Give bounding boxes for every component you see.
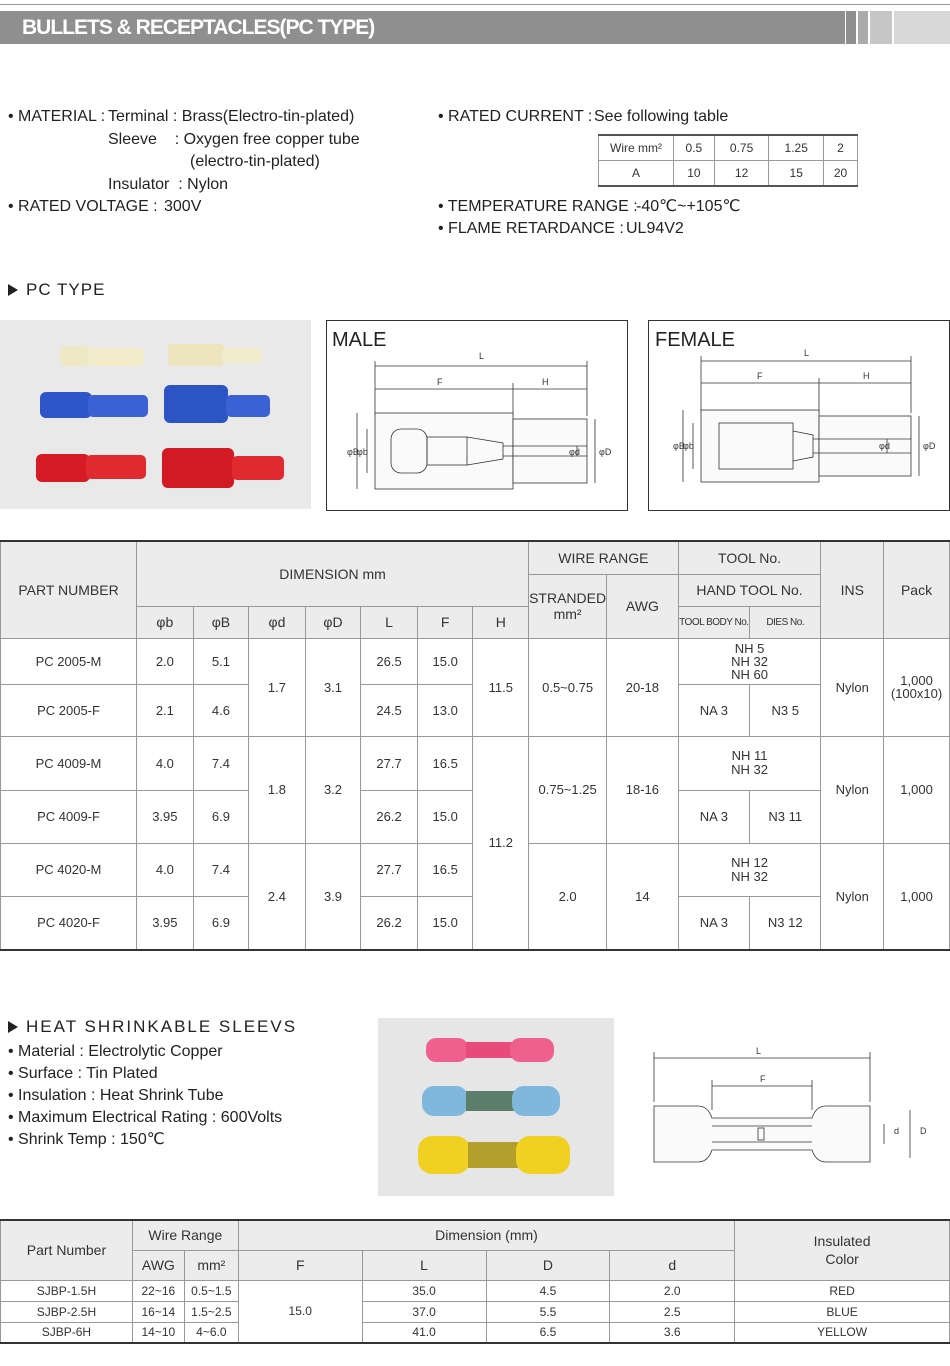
table-cell: A	[599, 161, 674, 187]
table-cell: 13.0	[417, 684, 473, 736]
heat-shrink-spec-table	[0, 1219, 950, 1344]
part-number-cell: PC 2005-M	[1, 638, 137, 684]
header-col: φb	[137, 606, 194, 638]
table-cell: 20-18	[607, 638, 679, 736]
material-insulator: Insulator : Nylon	[108, 176, 229, 193]
header-ins: INS	[821, 541, 884, 638]
heat-spec-item: • Maximum Electrical Rating : 600Volts	[8, 1109, 283, 1126]
heat-shrink-photo	[378, 1018, 614, 1196]
table-cell: 15.0	[417, 896, 473, 950]
table-cell: Nylon	[821, 736, 884, 843]
table-cell: 6.9	[193, 896, 249, 950]
part-number-cell: SJBP-6H	[1, 1322, 133, 1343]
table-cell: 1.25	[769, 135, 824, 161]
heat-shrink-illustration-icon	[378, 1018, 614, 1196]
header-rule	[0, 4, 950, 5]
table-cell: Nylon	[821, 843, 884, 950]
svg-text:d: d	[894, 1126, 900, 1136]
heat-shrink-title: HEAT SHRINKABLE SLEEVS	[26, 1017, 298, 1036]
table-row	[1, 1280, 950, 1301]
table-row	[1, 638, 950, 684]
table-cell: 14	[607, 843, 679, 950]
table-cell: 35.0	[362, 1280, 486, 1301]
rated-current-table	[598, 134, 858, 187]
pack-cell	[884, 638, 950, 736]
table-cell: 37.0	[362, 1301, 486, 1322]
table-row	[1, 736, 950, 790]
svg-text:F: F	[437, 377, 443, 387]
table-cell: 3.9	[305, 843, 361, 950]
table-cell: Nylon	[821, 638, 884, 736]
table-cell: 5.1	[193, 638, 249, 684]
heat-spec-item: • Material : Electrolytic Copper	[8, 1043, 223, 1060]
heat-shrink-dimension-drawing-icon	[648, 1040, 938, 1170]
header-insulated-color	[735, 1220, 950, 1280]
header-part-number: Part Number	[1, 1220, 133, 1280]
hand-tool-value: NH 60	[731, 666, 768, 682]
table-cell: NA 3	[678, 684, 749, 736]
pack-value: 1,000	[900, 673, 933, 688]
header-mm: mm²	[184, 1250, 238, 1280]
table-cell: 3.6	[610, 1322, 735, 1343]
table-cell: 0.75	[714, 135, 769, 161]
pack-value: (100x10)	[890, 686, 943, 701]
table-cell: 18-16	[607, 736, 679, 843]
header-tool-body: TOOL BODY No.	[678, 606, 749, 638]
table-cell: 6.9	[193, 790, 249, 843]
header-L: L	[362, 1250, 486, 1280]
table-cell: 2.5	[610, 1301, 735, 1322]
table-row	[1, 1322, 950, 1343]
table-cell: 27.7	[361, 736, 418, 790]
female-drawing	[648, 320, 950, 511]
hand-tool-cell	[678, 736, 821, 790]
header-block	[870, 11, 892, 44]
hand-tool-value: NH 32	[731, 762, 768, 777]
table-row	[1, 1220, 950, 1250]
table-cell: YELLOW	[735, 1322, 950, 1343]
header-color-label: Color	[825, 1251, 859, 1268]
table-cell: 20	[824, 161, 858, 187]
flame-label: • FLAME RETARDANCE :	[438, 220, 624, 237]
table-cell: 4.6	[193, 684, 249, 736]
table-cell: 7.4	[193, 843, 249, 896]
svg-text:L: L	[804, 348, 810, 358]
table-cell: 0.5~0.75	[529, 638, 607, 736]
header-d: d	[610, 1250, 735, 1280]
table-cell: 27.7	[361, 843, 418, 896]
page-title: BULLETS & RECEPTACLES(PC TYPE)	[22, 16, 375, 39]
table-cell: 6.5	[486, 1322, 610, 1343]
header-insulated-label: Insulated	[813, 1233, 871, 1250]
table-cell: 0.5~1.5	[184, 1280, 238, 1301]
header-hand-tool: HAND TOOL No.	[678, 574, 821, 606]
table-cell: 1.7	[249, 638, 306, 736]
table-row	[599, 161, 858, 187]
table-cell: 11.2	[473, 736, 529, 950]
table-cell: 4.0	[137, 736, 194, 790]
hand-tool-value: NH 32	[731, 868, 768, 884]
table-cell: 16.5	[417, 736, 473, 790]
triangle-bullet-icon	[8, 1021, 18, 1033]
table-cell: 0.75~1.25	[529, 736, 607, 843]
table-cell: 16.5	[417, 843, 473, 896]
table-row	[1, 606, 950, 638]
svg-text:φB: φB	[347, 447, 359, 457]
heat-spec-item: • Insulation : Heat Shrink Tube	[8, 1087, 224, 1104]
rated-voltage-label: • RATED VOLTAGE :	[8, 198, 158, 215]
svg-text:H: H	[542, 377, 549, 387]
table-cell: 15.0	[417, 638, 473, 684]
table-row	[1, 541, 950, 574]
hand-tool-cell	[678, 843, 821, 896]
header-part-number: PART NUMBER	[1, 541, 137, 638]
header-dimension: DIMENSION mm	[137, 541, 529, 606]
table-cell: 2.0	[610, 1280, 735, 1301]
header-awg: AWG	[607, 574, 679, 638]
header-col: H	[473, 606, 529, 638]
table-cell: N3 5	[750, 684, 821, 736]
header-block	[858, 11, 868, 44]
part-number-cell: PC 4009-F	[1, 790, 137, 843]
table-cell: Wire mm²	[599, 135, 674, 161]
table-cell: 5.5	[486, 1301, 610, 1322]
part-number-cell: PC 4009-M	[1, 736, 137, 790]
table-cell: N3 12	[750, 896, 821, 950]
table-cell: 4.0	[137, 843, 194, 896]
table-cell: 2.1	[137, 684, 194, 736]
male-dimension-drawing-icon	[327, 321, 627, 510]
rated-current-value: See following table	[594, 108, 729, 125]
svg-text:φB: φB	[673, 441, 685, 451]
triangle-bullet-icon	[8, 284, 18, 296]
table-cell: 1,000	[884, 843, 950, 950]
header-stranded-unit: mm²	[553, 606, 582, 622]
svg-text:H: H	[863, 371, 870, 381]
table-cell: 26.2	[361, 896, 418, 950]
svg-text:L: L	[479, 351, 485, 361]
part-number-cell: PC 4020-M	[1, 843, 137, 896]
header-awg: AWG	[132, 1250, 184, 1280]
part-number-cell: PC 2005-F	[1, 684, 137, 736]
svg-text:F: F	[760, 1074, 766, 1084]
table-cell: 16~14	[132, 1301, 184, 1322]
temperature-label: • TEMPERATURE RANGE :	[438, 198, 638, 215]
table-cell: 26.5	[361, 638, 418, 684]
table-cell: 4~6.0	[184, 1322, 238, 1343]
table-cell: 3.2	[305, 736, 361, 843]
temperature-value: -40℃~+105℃	[636, 198, 741, 215]
part-number-cell: PC 4020-F	[1, 896, 137, 950]
table-cell: 2	[824, 135, 858, 161]
table-row	[599, 135, 858, 161]
flame-value: UL94V2	[626, 220, 684, 237]
table-cell: 26.2	[361, 790, 418, 843]
hand-tool-value: NH 12	[731, 854, 768, 870]
header-col: φd	[249, 606, 306, 638]
male-drawing	[326, 320, 628, 511]
header-dimension: Dimension (mm)	[238, 1220, 734, 1250]
svg-text:F: F	[757, 371, 763, 381]
header-col: φB	[193, 606, 249, 638]
heat-spec-item: • Surface : Tin Plated	[8, 1065, 158, 1082]
header-stranded	[529, 574, 607, 638]
table-cell: 1.5~2.5	[184, 1301, 238, 1322]
pc-type-spec-table	[0, 540, 950, 951]
header-wire-range: WIRE RANGE	[529, 541, 679, 574]
pc-type-title: PC TYPE	[26, 280, 106, 299]
material-sleeve-note: (electro-tin-plated)	[190, 153, 320, 170]
svg-text:φd: φd	[569, 447, 580, 457]
svg-text:φD: φD	[923, 441, 936, 451]
table-cell: 1,000	[884, 736, 950, 843]
table-cell: 24.5	[361, 684, 418, 736]
header-block	[846, 11, 856, 44]
header-block	[894, 11, 950, 44]
table-cell: 3.95	[137, 896, 194, 950]
hand-tool-value: NH 11	[731, 748, 768, 763]
svg-text:φb: φb	[683, 441, 694, 451]
svg-text:φD: φD	[599, 447, 612, 457]
table-cell: 15	[769, 161, 824, 187]
rated-voltage-value: 300V	[164, 198, 202, 215]
table-cell: 14~10	[132, 1322, 184, 1343]
hand-tool-cell	[678, 638, 821, 684]
table-cell: 3.1	[305, 638, 361, 736]
part-number-cell: SJBP-2.5H	[1, 1301, 133, 1322]
page-header	[0, 0, 950, 46]
material-sleeve: Sleeve : Oxygen free copper tube	[108, 131, 360, 148]
header-tool-no: TOOL No.	[678, 541, 821, 574]
heat-spec-item: • Shrink Temp : 150℃	[8, 1131, 165, 1148]
svg-text:φd: φd	[879, 441, 890, 451]
table-cell: 7.4	[193, 736, 249, 790]
header-F: F	[238, 1250, 362, 1280]
material-label: • MATERIAL :	[8, 108, 106, 125]
svg-text:L: L	[756, 1046, 762, 1056]
header-dies: DIES No.	[750, 606, 821, 638]
table-cell: 0.5	[674, 135, 715, 161]
header-stranded-label: STRANDED	[529, 590, 607, 606]
table-cell: 10	[674, 161, 715, 187]
table-cell: NA 3	[678, 790, 749, 843]
table-cell: NA 3	[678, 896, 749, 950]
header-col: L	[361, 606, 418, 638]
svg-text:φb: φb	[357, 447, 368, 457]
table-cell: N3 11	[750, 790, 821, 843]
header-col: φD	[305, 606, 361, 638]
table-cell: 3.95	[137, 790, 194, 843]
table-cell: 22~16	[132, 1280, 184, 1301]
female-label: FEMALE	[655, 329, 736, 351]
table-cell: 1.8	[249, 736, 306, 843]
table-cell: 2.0	[137, 638, 194, 684]
header-pack: Pack	[884, 541, 950, 638]
header-col: F	[417, 606, 473, 638]
bullet-connectors-photo	[0, 320, 311, 509]
table-cell: 2.4	[249, 843, 306, 950]
table-cell: 2.0	[529, 843, 607, 950]
hand-tool-value: NH 32	[731, 653, 768, 669]
table-cell: 15.0	[417, 790, 473, 843]
table-cell: RED	[735, 1280, 950, 1301]
table-cell: BLUE	[735, 1301, 950, 1322]
table-cell: 41.0	[362, 1322, 486, 1343]
svg-text:D: D	[920, 1126, 927, 1136]
table-cell: 11.5	[473, 638, 529, 736]
female-dimension-drawing-icon	[649, 321, 949, 510]
table-row	[1, 1301, 950, 1322]
header-D: D	[486, 1250, 610, 1280]
table-cell: 15.0	[238, 1280, 362, 1343]
table-cell: 12	[714, 161, 769, 187]
material-terminal: Terminal : Brass(Electro-tin-plated)	[108, 108, 355, 125]
table-cell: 4.5	[486, 1280, 610, 1301]
part-number-cell: SJBP-1.5H	[1, 1280, 133, 1301]
header-wire-range: Wire Range	[132, 1220, 238, 1250]
rated-current-label: • RATED CURRENT :	[438, 108, 593, 125]
connector-illustration-icon	[0, 320, 311, 509]
hand-tool-value: NH 5	[734, 640, 765, 656]
male-label: MALE	[332, 329, 387, 351]
